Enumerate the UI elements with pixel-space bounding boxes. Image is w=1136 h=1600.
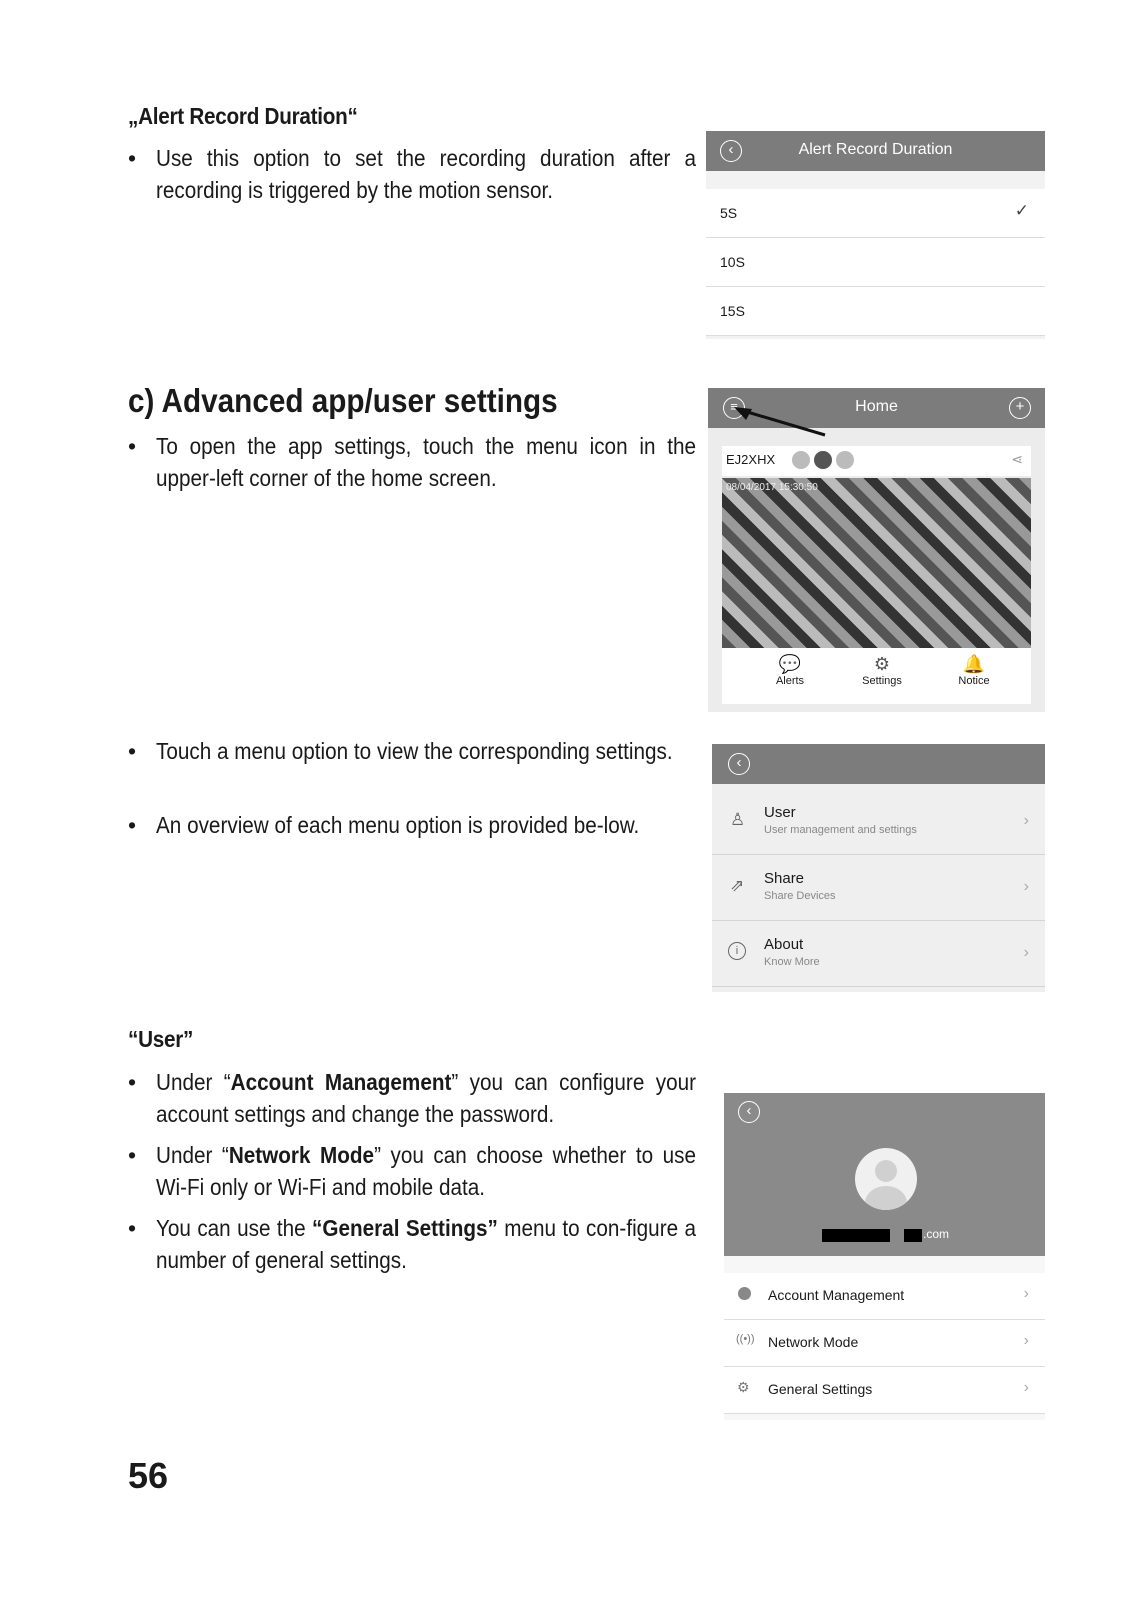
- section-heading-alert-record: „Alert Record Duration“: [128, 103, 358, 129]
- screen-title: Alert Record Duration: [798, 141, 953, 158]
- menu-item-about[interactable]: [712, 924, 1045, 987]
- bold-general-settings: “General Settings”: [312, 1215, 498, 1241]
- motion-icon: [814, 451, 832, 469]
- share-icon[interactable]: ⋖: [1011, 451, 1023, 467]
- bullet-text: Use this option to set the recording duration after a recording is triggered by the motion sensor.: [156, 145, 696, 203]
- option-row[interactable]: [706, 238, 1045, 287]
- chevron-right-icon: ›: [1023, 1379, 1029, 1396]
- redacted-block: [904, 1229, 922, 1242]
- screenshot-home: [708, 388, 1045, 712]
- menu-item-subtitle: Share Devices: [764, 890, 836, 902]
- arrow-annotation: [730, 403, 830, 439]
- menu-item-general-settings[interactable]: [724, 1367, 1045, 1414]
- wireless-icon: ((•)): [736, 1333, 755, 1345]
- camera-header: [722, 446, 1031, 476]
- menu-icon[interactable]: ≡: [723, 397, 745, 419]
- screenshot-alert-record-duration: [706, 131, 1045, 339]
- menu-item-share[interactable]: [712, 858, 1045, 921]
- tab-settings[interactable]: [856, 654, 908, 687]
- chevron-right-icon: ›: [1023, 878, 1029, 895]
- chat-bubble-icon: 💬: [778, 654, 802, 674]
- back-icon[interactable]: ‹: [738, 1101, 760, 1123]
- option-label: 5S: [720, 205, 738, 221]
- option-label: 15S: [720, 303, 745, 319]
- gear-icon: ⚙: [737, 1379, 750, 1395]
- add-icon[interactable]: +: [1009, 397, 1031, 419]
- tab-notice[interactable]: [950, 654, 998, 687]
- option-row[interactable]: [706, 287, 1045, 336]
- profile-header: [724, 1093, 1045, 1256]
- bottom-tab-bar: [722, 648, 1031, 704]
- chevron-right-icon: ›: [1023, 812, 1029, 829]
- screenshot-user: [724, 1093, 1045, 1420]
- section-heading-advanced: c) Advanced app/user settings: [128, 382, 558, 419]
- option-label: 10S: [720, 254, 745, 270]
- topbar: [712, 744, 1045, 784]
- page-number: 56: [128, 1455, 169, 1496]
- tab-alerts[interactable]: [770, 654, 810, 687]
- camera-preview-image[interactable]: [722, 478, 1031, 648]
- tab-label: Alerts: [775, 675, 805, 687]
- menu-item-subtitle: User management and settings: [764, 824, 917, 836]
- menu-item-label: Account Management: [768, 1287, 905, 1303]
- bullet-text: You can use the “General Settings” menu to con-figure a number of general settings.: [156, 1215, 696, 1273]
- bullet-text: Touch a menu option to view the corresponding settings.: [156, 738, 673, 764]
- avatar[interactable]: [855, 1148, 917, 1210]
- bullet-text: An overview of each menu option is provided be-low.: [156, 812, 640, 838]
- back-icon[interactable]: ‹: [728, 753, 750, 775]
- menu-item-title: Share: [764, 870, 805, 887]
- bold-network-mode: Network Mode: [228, 1142, 375, 1168]
- status-icon: [792, 451, 810, 469]
- bell-icon: 🔔: [962, 654, 986, 674]
- menu-item-title: User: [764, 804, 796, 821]
- camera-name: EJ2XHX: [726, 452, 776, 467]
- gear-icon: ⚙: [873, 654, 891, 674]
- bullet-text: To open the app settings, touch the menu icon in the upper-left corner of the home screen.: [156, 433, 696, 491]
- bold-account-management: Account Management: [230, 1069, 452, 1095]
- screen-title: Home: [855, 398, 898, 415]
- tab-label: Notice: [958, 675, 990, 687]
- chevron-right-icon: ›: [1023, 1285, 1029, 1302]
- share-icon: ⇗: [730, 876, 745, 895]
- redacted-block: [822, 1229, 890, 1242]
- chevron-right-icon: ›: [1023, 1332, 1029, 1349]
- menu-item-user[interactable]: [712, 792, 1045, 855]
- menu-item-label: General Settings: [768, 1381, 873, 1397]
- preview-timestamp: 08/04/2017 15:30:50: [726, 482, 818, 493]
- bullet-text: Under “Account Management” you can configure your account settings and change the password.: [156, 1069, 696, 1127]
- tab-label: Settings: [862, 675, 902, 687]
- info-icon: i: [728, 942, 746, 960]
- menu-item-account-management[interactable]: [724, 1273, 1045, 1320]
- user-circle-icon: [738, 1287, 751, 1300]
- menu-item-network-mode[interactable]: [724, 1320, 1045, 1367]
- user-icon: ♙: [730, 810, 746, 829]
- back-icon[interactable]: ‹: [720, 140, 742, 162]
- topbar: [706, 131, 1045, 171]
- menu-item-subtitle: Know More: [764, 956, 820, 968]
- status-icon: [836, 451, 854, 469]
- chevron-right-icon: ›: [1023, 944, 1029, 961]
- checkmark-icon: ✓: [1014, 201, 1029, 220]
- option-row[interactable]: [706, 189, 1045, 238]
- menu-item-title: About: [764, 936, 804, 953]
- bullet-text: Under “Network Mode” you can choose whether to use Wi-Fi only or Wi-Fi and mobile data.: [156, 1142, 696, 1200]
- menu-item-label: Network Mode: [768, 1334, 859, 1350]
- email-suffix: .com: [923, 1227, 950, 1241]
- section-heading-user: “User”: [128, 1026, 194, 1052]
- screenshot-menu: [712, 744, 1045, 992]
